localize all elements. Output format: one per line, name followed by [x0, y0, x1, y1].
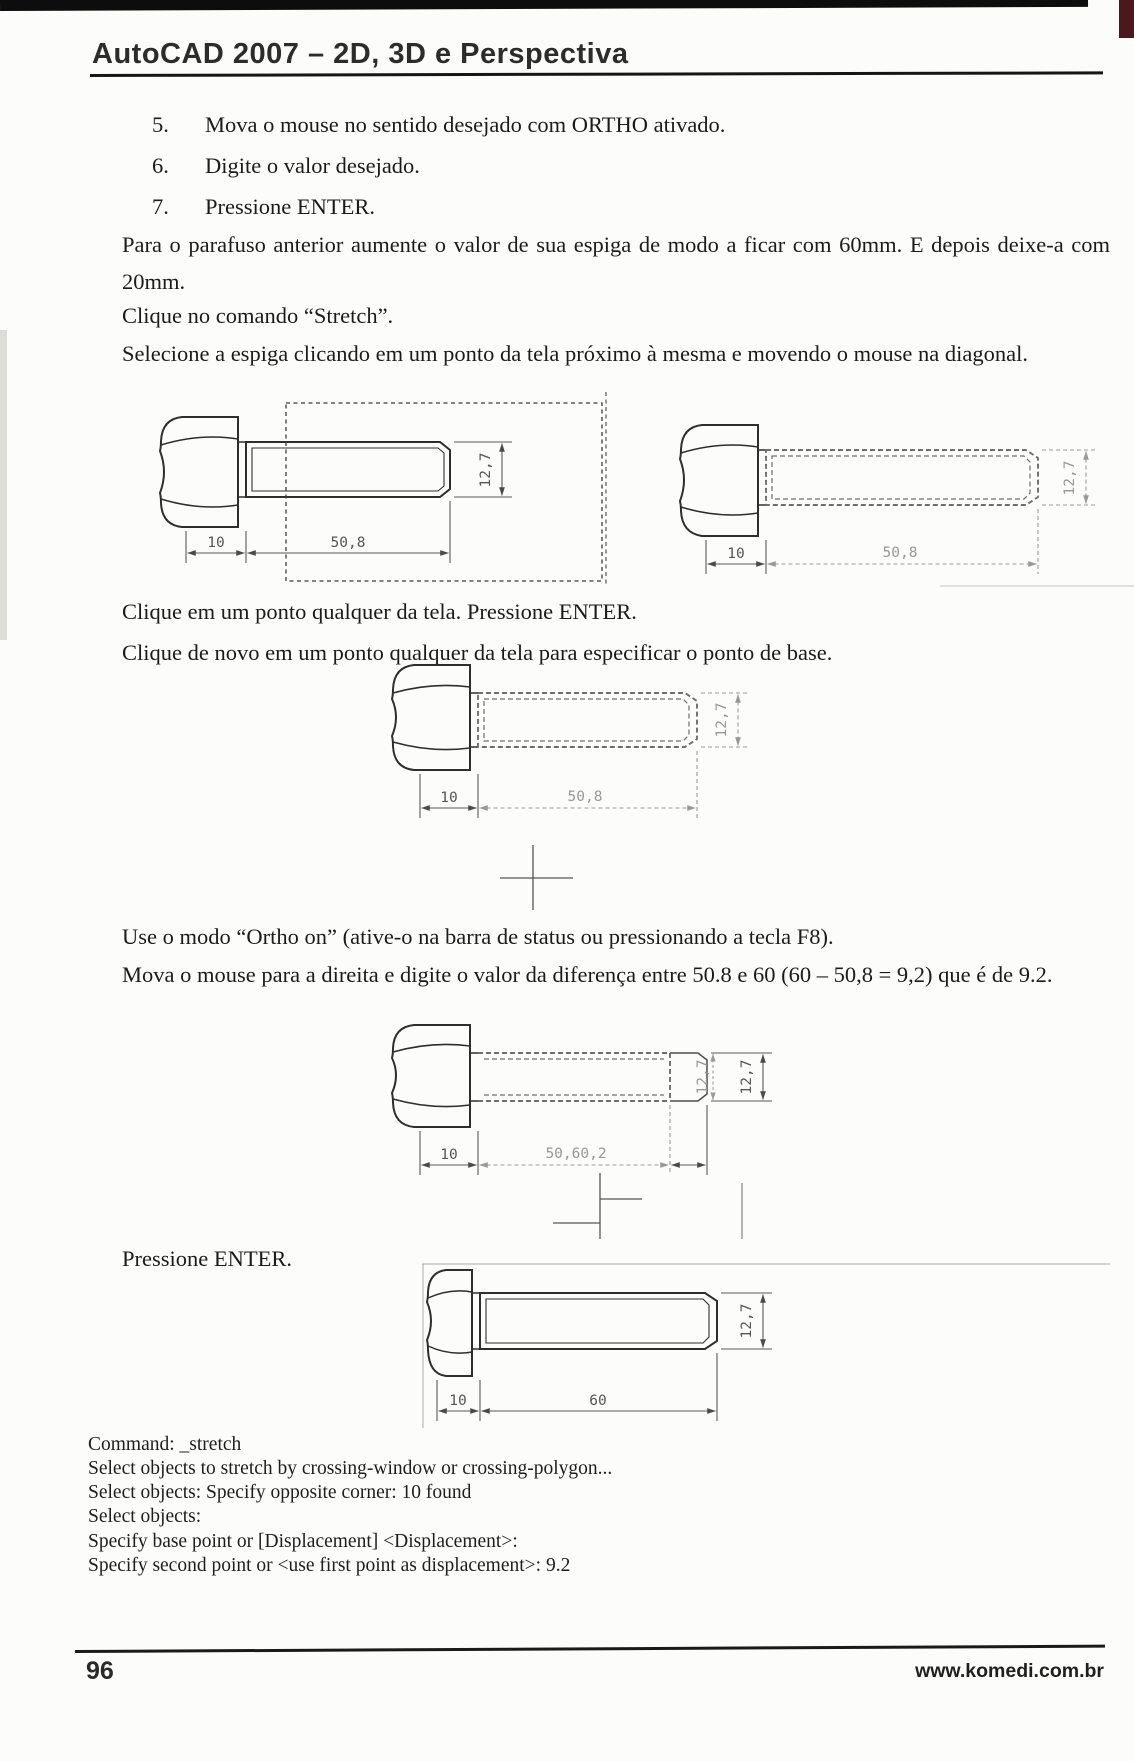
paragraph-select-shank: Selecione a espiga clicando em um ponto da tela próximo à mesma e movendo o mouse na diagonal.: [122, 341, 1028, 366]
paragraph-ortho-on: Use o modo “Ortho on” (ative-o na barra de status ou pressionando a tecla F8).: [122, 924, 834, 949]
scan-edge-red-mark: [1119, 0, 1134, 38]
scan-edge-bar: [0, 0, 1088, 11]
bolt-drawing-selected: [600, 378, 1134, 592]
crossing-selection-window: [286, 403, 602, 581]
page-title: AutoCAD 2007 – 2D, 3D e Perspectiva: [92, 38, 629, 70]
step-text: Pressione ENTER.: [205, 194, 375, 219]
dim-diameter: 12,7: [478, 452, 494, 488]
bolt-drawing-selected-base: [380, 655, 780, 830]
page-number: 96: [86, 1657, 114, 1685]
dim-head-length: 10: [727, 546, 745, 562]
command-log-line: Select objects to stretch by crossing-window or crossing-polygon...: [88, 1458, 613, 1479]
publisher-website: www.komedi.com.br: [915, 1660, 1104, 1682]
paragraph-move-mouse: Mova o mouse para a direita e digite o valor da diferença entre 50.8 e 60 (60 – 50,8 = 9,2) que é de 9.2.: [122, 962, 1053, 987]
command-log-line: Specify second point or <use first point as displacement>: 9.2: [88, 1555, 571, 1576]
dim-head-length: 10: [440, 1147, 458, 1163]
dim-diameter-ghost-small: 12,7: [695, 1059, 711, 1095]
paragraph-stretch-goal: Para o parafuso anterior aumente o valor de sua espiga de modo a ficar com 60mm. E depois deixe-a com 20mm.: [122, 232, 1110, 294]
step-item-6: [152, 147, 1092, 184]
command-log-line: Command: _stretch: [88, 1434, 242, 1455]
step-number: 5.: [152, 112, 169, 137]
dim-head-length: 10: [440, 790, 458, 806]
step-number: 7.: [152, 194, 169, 219]
dim-diameter-ghost: 12,7: [714, 702, 730, 738]
step-item-5: [152, 106, 1092, 143]
step-text: Mova o mouse no sentido desejado com ORTHO ativado.: [205, 112, 726, 137]
paragraph-press-enter: Pressione ENTER.: [122, 1246, 292, 1271]
dim-shank-length-ghost: 50,8: [567, 789, 603, 805]
step-item-7: [152, 188, 1092, 225]
step-number: 6.: [152, 153, 169, 178]
bolt-drawing-stretching: [380, 1015, 810, 1190]
dim-shank-length-overlapped: 50,60,2: [545, 1146, 607, 1162]
viewport-border-lines: [422, 1264, 1110, 1428]
command-log-line: Specify base point or [Displacement] <Displacement>:: [88, 1531, 518, 1552]
paragraph-click-enter: Clique em um ponto qualquer da tela. Pressione ENTER.: [122, 599, 637, 624]
scan-edge-shadow: [0, 330, 7, 640]
dim-head-length: 10: [449, 1393, 467, 1409]
crosshair-cursor-icon: [495, 845, 585, 915]
dim-diameter: 12,7: [739, 1059, 755, 1095]
title-rule: [90, 71, 1103, 77]
footer-rule: [75, 1645, 1105, 1653]
dim-shank-length-ghost: 50,8: [882, 545, 918, 561]
crosshair-cursor-icon: [545, 1173, 755, 1245]
paragraph-base-point: Clique de novo em um ponto qualquer da tela para especificar o ponto de base.: [122, 640, 833, 665]
dim-diameter: 12,7: [739, 1303, 755, 1339]
command-log-line: Select objects:: [88, 1506, 202, 1527]
command-log-line: Select objects: Specify opposite corner: 10 found: [88, 1482, 472, 1503]
dim-head-length: 10: [207, 535, 225, 551]
paragraph-click-stretch: Clique no comando “Stretch”.: [122, 303, 394, 328]
step-text: Digite o valor desejado.: [205, 153, 420, 178]
dim-shank-length: 50,8: [330, 535, 366, 551]
bolt-drawing-selection-window: [150, 395, 620, 595]
dim-diameter-ghost: 12,7: [1062, 460, 1078, 496]
bolt-drawing-final: [360, 1258, 1120, 1433]
dim-shank-length: 60: [589, 1393, 607, 1409]
